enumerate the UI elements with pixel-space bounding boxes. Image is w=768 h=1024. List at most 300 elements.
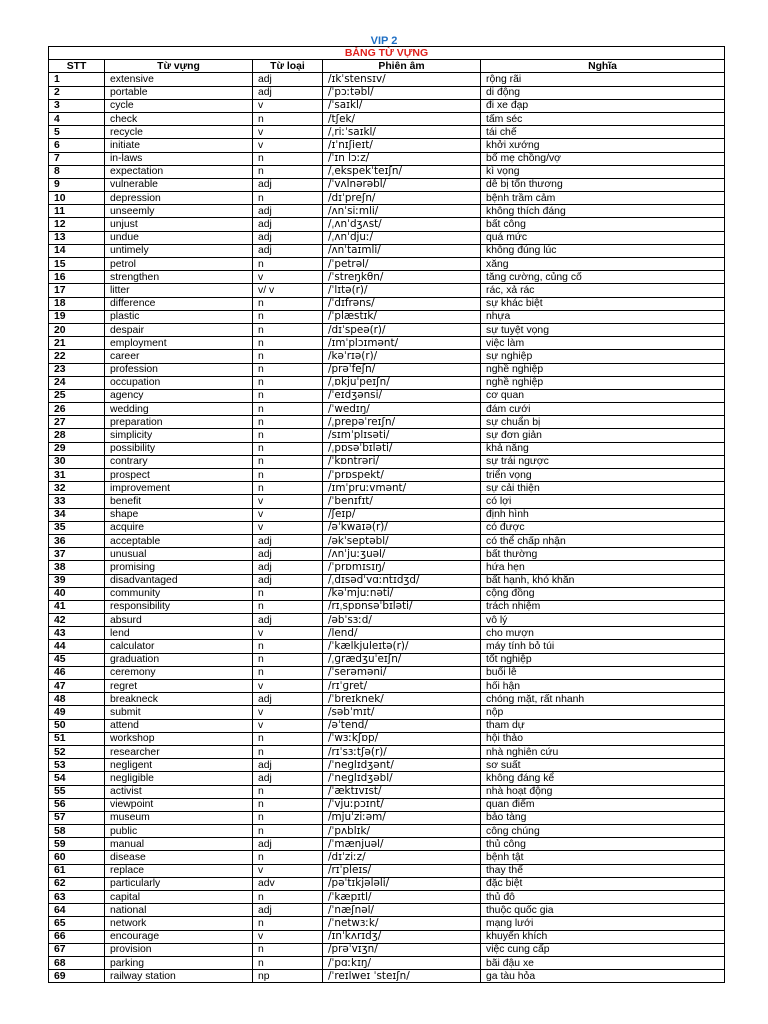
word-cell: negligible [105,772,253,785]
table-row [49,521,725,534]
part-of-speech-cell: n [253,825,323,838]
meaning-cell: việc cung cấp [481,943,725,956]
table-row [49,614,725,627]
table-row [49,416,725,429]
pronunciation-cell: /ˈbenɪfɪt/ [323,495,481,508]
word-cell: expectation [105,165,253,178]
meaning-cell: nhà hoạt động [481,785,725,798]
word-cell: manual [105,838,253,851]
part-of-speech-cell: n [253,258,323,271]
column-header-word: Từ vựng [105,60,253,73]
word-cell: preparation [105,416,253,429]
table-row [49,99,725,112]
meaning-cell: nộp [481,706,725,719]
row-number: 30 [49,455,105,468]
meaning-cell: sự tuyệt vọng [481,323,725,336]
table-row [49,192,725,205]
part-of-speech-cell: adj [253,548,323,561]
word-cell: lend [105,627,253,640]
row-number: 34 [49,508,105,521]
pronunciation-cell: /ˈnetwɜːk/ [323,917,481,930]
table-row [49,561,725,574]
meaning-cell: có được [481,521,725,534]
row-number: 51 [49,732,105,745]
pronunciation-cell: /ɪˈnɪʃieɪt/ [323,139,481,152]
part-of-speech-cell: n [253,482,323,495]
meaning-cell: bệnh trầm cảm [481,192,725,205]
pronunciation-cell: /ˈneɡlɪdʒənt/ [323,759,481,772]
table-row [49,680,725,693]
row-number: 25 [49,389,105,402]
pronunciation-cell: /rɪˈsɜːtʃə(r)/ [323,745,481,758]
meaning-cell: sự khác biệt [481,297,725,310]
part-of-speech-cell: adj [253,574,323,587]
word-cell: parking [105,956,253,969]
pronunciation-cell: /ˈkæpɪtl/ [323,891,481,904]
pronunciation-cell: /ˌriːˈsaɪkl/ [323,126,481,139]
column-header-part-of-speech: Từ loại [253,60,323,73]
table-row [49,244,725,257]
word-cell: plastic [105,310,253,323]
word-cell: absurd [105,614,253,627]
vocabulary-table [48,46,725,983]
table-row [49,271,725,284]
row-number: 56 [49,798,105,811]
pronunciation-cell: /ˈneɡlɪdʒəbl/ [323,772,481,785]
table-row [49,548,725,561]
row-number: 67 [49,943,105,956]
pronunciation-cell: /ˌɒkjuˈpeɪʃn/ [323,376,481,389]
part-of-speech-cell: n [253,732,323,745]
pronunciation-cell: /rɪˌspɒnsəˈbɪləti/ [323,600,481,613]
table-row [49,587,725,600]
table-row [49,943,725,956]
word-cell: initiate [105,139,253,152]
meaning-cell: không đáng kể [481,772,725,785]
meaning-cell: ga tàu hỏa [481,970,725,983]
meaning-cell: thủ công [481,838,725,851]
meaning-cell: tốt nghiệp [481,653,725,666]
row-number: 16 [49,271,105,284]
table-row [49,706,725,719]
row-number: 4 [49,112,105,125]
part-of-speech-cell: n [253,389,323,402]
word-cell: museum [105,811,253,824]
word-cell: check [105,112,253,125]
part-of-speech-cell: n [253,192,323,205]
meaning-cell: định hình [481,508,725,521]
part-of-speech-cell: v [253,864,323,877]
word-cell: employment [105,337,253,350]
table-row [49,574,725,587]
pronunciation-cell: /əkˈseptəbl/ [323,534,481,547]
row-number: 12 [49,218,105,231]
part-of-speech-cell: n [253,165,323,178]
word-cell: vulnerable [105,178,253,191]
part-of-speech-cell: v [253,495,323,508]
meaning-cell: sự đơn giản [481,429,725,442]
row-number: 19 [49,310,105,323]
pronunciation-cell: /əbˈsɜːd/ [323,614,481,627]
table-row [49,139,725,152]
meaning-cell: rộng rãi [481,73,725,86]
pronunciation-cell: /ˈvjuːpɔɪnt/ [323,798,481,811]
row-number: 57 [49,811,105,824]
pronunciation-cell: /əˈkwaɪə(r)/ [323,521,481,534]
table-row [49,693,725,706]
part-of-speech-cell: n [253,798,323,811]
word-cell: calculator [105,640,253,653]
part-of-speech-cell: n [253,323,323,336]
row-number: 50 [49,719,105,732]
word-cell: cycle [105,99,253,112]
table-row [49,970,725,983]
word-cell: depression [105,192,253,205]
part-of-speech-cell: n [253,956,323,969]
pronunciation-cell: /prəˈvɪʒn/ [323,943,481,956]
part-of-speech-cell: n [253,917,323,930]
meaning-cell: bệnh tật [481,851,725,864]
pronunciation-cell: /ˈbreɪknek/ [323,693,481,706]
word-cell: untimely [105,244,253,257]
meaning-cell: máy tính bỏ túi [481,640,725,653]
row-number: 54 [49,772,105,785]
part-of-speech-cell: adv [253,877,323,890]
row-number: 69 [49,970,105,983]
table-row [49,891,725,904]
row-number: 10 [49,192,105,205]
meaning-cell: đám cưới [481,403,725,416]
part-of-speech-cell: n [253,943,323,956]
pronunciation-cell: /səbˈmɪt/ [323,706,481,719]
table-row [49,126,725,139]
row-number: 36 [49,534,105,547]
part-of-speech-cell: n [253,363,323,376]
part-of-speech-cell: n [253,297,323,310]
part-of-speech-cell: n [253,152,323,165]
meaning-cell: sự chuẩn bị [481,416,725,429]
part-of-speech-cell: n [253,112,323,125]
meaning-cell: rác, xả rác [481,284,725,297]
part-of-speech-cell: n [253,469,323,482]
pronunciation-cell: /ˈplæstɪk/ [323,310,481,323]
table-row [49,508,725,521]
row-number: 26 [49,403,105,416]
meaning-cell: cộng đồng [481,587,725,600]
word-cell: community [105,587,253,600]
word-cell: researcher [105,745,253,758]
meaning-cell: nhà nghiên cứu [481,745,725,758]
word-cell: regret [105,680,253,693]
row-number: 65 [49,917,105,930]
word-cell: in-laws [105,152,253,165]
row-number: 22 [49,350,105,363]
part-of-speech-cell: n [253,785,323,798]
table-row [49,482,725,495]
word-cell: activist [105,785,253,798]
table-row [49,917,725,930]
word-cell: shape [105,508,253,521]
word-cell: viewpoint [105,798,253,811]
word-cell: occupation [105,376,253,389]
word-cell: workshop [105,732,253,745]
word-cell: portable [105,86,253,99]
part-of-speech-cell: adj [253,534,323,547]
word-cell: replace [105,864,253,877]
pronunciation-cell: /ˈprɒspekt/ [323,469,481,482]
word-cell: railway station [105,970,253,983]
part-of-speech-cell: n [253,442,323,455]
pronunciation-cell: /kəˈrɪə(r)/ [323,350,481,363]
part-of-speech-cell: adj [253,693,323,706]
meaning-cell: đặc biệt [481,877,725,890]
pronunciation-cell: /ˈkælkjuleɪtə(r)/ [323,640,481,653]
word-cell: disadvantaged [105,574,253,587]
part-of-speech-cell: v [253,126,323,139]
meaning-cell: xăng [481,258,725,271]
table-row [49,350,725,363]
meaning-cell: mạng lưới [481,917,725,930]
word-cell: extensive [105,73,253,86]
row-number: 11 [49,205,105,218]
table-row [49,600,725,613]
table-row [49,719,725,732]
table-row [49,178,725,191]
table-row [49,403,725,416]
table-row [49,930,725,943]
word-cell: litter [105,284,253,297]
meaning-cell: quá mức [481,231,725,244]
pronunciation-cell: /ˈkɒntrəri/ [323,455,481,468]
pronunciation-cell: /ˈwɜːkʃɒp/ [323,732,481,745]
meaning-cell: bảo tàng [481,811,725,824]
part-of-speech-cell: n [253,600,323,613]
row-number: 3 [49,99,105,112]
table-row [49,785,725,798]
table-row [49,811,725,824]
row-number: 5 [49,126,105,139]
pronunciation-cell: /ˈserəməni/ [323,666,481,679]
pronunciation-cell: /ˌpɒsəˈbɪləti/ [323,442,481,455]
part-of-speech-cell: n [253,587,323,600]
row-number: 45 [49,653,105,666]
word-cell: public [105,825,253,838]
row-number: 40 [49,587,105,600]
row-number: 39 [49,574,105,587]
part-of-speech-cell: adj [253,73,323,86]
word-cell: ceremony [105,666,253,679]
pronunciation-cell: /ʌnˈsiːmli/ [323,205,481,218]
row-number: 66 [49,930,105,943]
word-cell: breakneck [105,693,253,706]
meaning-cell: tăng cường, củng cố [481,271,725,284]
table-row [49,389,725,402]
pronunciation-cell: /ˈstreŋkθn/ [323,271,481,284]
table-row [49,851,725,864]
meaning-cell: tấm séc [481,112,725,125]
table-row [49,772,725,785]
pronunciation-cell: /ˈpetrəl/ [323,258,481,271]
word-cell: wedding [105,403,253,416]
row-number: 24 [49,376,105,389]
meaning-cell: tái chế [481,126,725,139]
row-number: 2 [49,86,105,99]
table-row [49,759,725,772]
table-row [49,337,725,350]
row-number: 14 [49,244,105,257]
meaning-cell: nghề nghiệp [481,363,725,376]
document-header: VIP 2 [370,35,398,47]
meaning-cell: có lợi [481,495,725,508]
column-header-stt: STT [49,60,105,73]
meaning-cell: sự trái ngược [481,455,725,468]
word-cell: attend [105,719,253,732]
part-of-speech-cell: adj [253,561,323,574]
meaning-cell: có thể chấp nhận [481,534,725,547]
row-number: 59 [49,838,105,851]
row-number: 38 [49,561,105,574]
part-of-speech-cell: v/ v [253,284,323,297]
part-of-speech-cell: n [253,745,323,758]
word-cell: graduation [105,653,253,666]
row-number: 18 [49,297,105,310]
pronunciation-cell: /rɪˈɡret/ [323,680,481,693]
table-row [49,152,725,165]
part-of-speech-cell: adj [253,904,323,917]
row-number: 9 [49,178,105,191]
pronunciation-cell: /mjuˈziːəm/ [323,811,481,824]
word-cell: career [105,350,253,363]
table-row [49,297,725,310]
word-cell: responsibility [105,600,253,613]
meaning-cell: việc làm [481,337,725,350]
table-row [49,442,725,455]
part-of-speech-cell: n [253,376,323,389]
meaning-cell: khả năng [481,442,725,455]
meaning-cell: dễ bị tổn thương [481,178,725,191]
part-of-speech-cell: v [253,706,323,719]
pronunciation-cell: /ˌʌnˈdjuː/ [323,231,481,244]
word-cell: promising [105,561,253,574]
table-row [49,640,725,653]
table-title: BẢNG TỪ VỰNG [49,47,725,60]
pronunciation-cell: /dɪˈspeə(r)/ [323,323,481,336]
part-of-speech-cell: n [253,403,323,416]
table-row [49,112,725,125]
meaning-cell: hối hận [481,680,725,693]
word-cell: recycle [105,126,253,139]
table-row [49,666,725,679]
meaning-cell: hội thảo [481,732,725,745]
word-cell: acceptable [105,534,253,547]
meaning-cell: thủ đô [481,891,725,904]
part-of-speech-cell: n [253,851,323,864]
part-of-speech-cell: n [253,310,323,323]
word-cell: national [105,904,253,917]
row-number: 62 [49,877,105,890]
table-row [49,838,725,851]
meaning-cell: kì vọng [481,165,725,178]
row-number: 60 [49,851,105,864]
part-of-speech-cell: n [253,337,323,350]
pronunciation-cell: /ˈprɒmɪsɪŋ/ [323,561,481,574]
pronunciation-cell: /əˈtend/ [323,719,481,732]
pronunciation-cell: /ɪmˈpruːvmənt/ [323,482,481,495]
meaning-cell: không đúng lúc [481,244,725,257]
part-of-speech-cell: adj [253,772,323,785]
pronunciation-cell: /ˈreɪlweɪ ˈsteɪʃn/ [323,970,481,983]
word-cell: petrol [105,258,253,271]
part-of-speech-cell: v [253,627,323,640]
table-row [49,904,725,917]
meaning-cell: sơ suất [481,759,725,772]
row-number: 20 [49,323,105,336]
meaning-cell: đi xe đạp [481,99,725,112]
pronunciation-cell: /ɪmˈplɔɪmənt/ [323,337,481,350]
row-number: 21 [49,337,105,350]
row-number: 52 [49,745,105,758]
row-number: 48 [49,693,105,706]
part-of-speech-cell: v [253,508,323,521]
part-of-speech-cell: adj [253,205,323,218]
meaning-cell: bãi đậu xe [481,956,725,969]
meaning-cell: khuyến khích [481,930,725,943]
row-number: 37 [49,548,105,561]
pronunciation-cell: /ˌdɪsədˈvɑːntɪdʒd/ [323,574,481,587]
word-cell: unusual [105,548,253,561]
pronunciation-cell: /dɪˈpreʃn/ [323,192,481,205]
row-number: 58 [49,825,105,838]
pronunciation-cell: /ˌprepəˈreɪʃn/ [323,416,481,429]
pronunciation-cell: /ˈɪn lɔːz/ [323,152,481,165]
row-number: 32 [49,482,105,495]
row-number: 61 [49,864,105,877]
pronunciation-cell: /ˈæktɪvɪst/ [323,785,481,798]
word-cell: simplicity [105,429,253,442]
pronunciation-cell: /ˈpɔːtəbl/ [323,86,481,99]
part-of-speech-cell: n [253,811,323,824]
word-cell: despair [105,323,253,336]
table-row [49,86,725,99]
pronunciation-cell: /ˈmænjuəl/ [323,838,481,851]
table-row [49,258,725,271]
pronunciation-cell: /ˈpɑːkɪŋ/ [323,956,481,969]
word-cell: provision [105,943,253,956]
row-number: 46 [49,666,105,679]
pronunciation-cell: /ʌnˈtaɪmli/ [323,244,481,257]
meaning-cell: hứa hẹn [481,561,725,574]
meaning-cell: không thích đáng [481,205,725,218]
part-of-speech-cell: np [253,970,323,983]
row-number: 44 [49,640,105,653]
pronunciation-cell: /ˈpʌblɪk/ [323,825,481,838]
table-row [49,864,725,877]
part-of-speech-cell: n [253,350,323,363]
meaning-cell: quan điểm [481,798,725,811]
word-cell: particularly [105,877,253,890]
part-of-speech-cell: n [253,666,323,679]
row-number: 64 [49,904,105,917]
row-number: 68 [49,956,105,969]
table-row [49,732,725,745]
word-cell: benefit [105,495,253,508]
row-number: 7 [49,152,105,165]
row-number: 13 [49,231,105,244]
row-number: 35 [49,521,105,534]
row-number: 63 [49,891,105,904]
part-of-speech-cell: v [253,99,323,112]
meaning-cell: vô lý [481,614,725,627]
